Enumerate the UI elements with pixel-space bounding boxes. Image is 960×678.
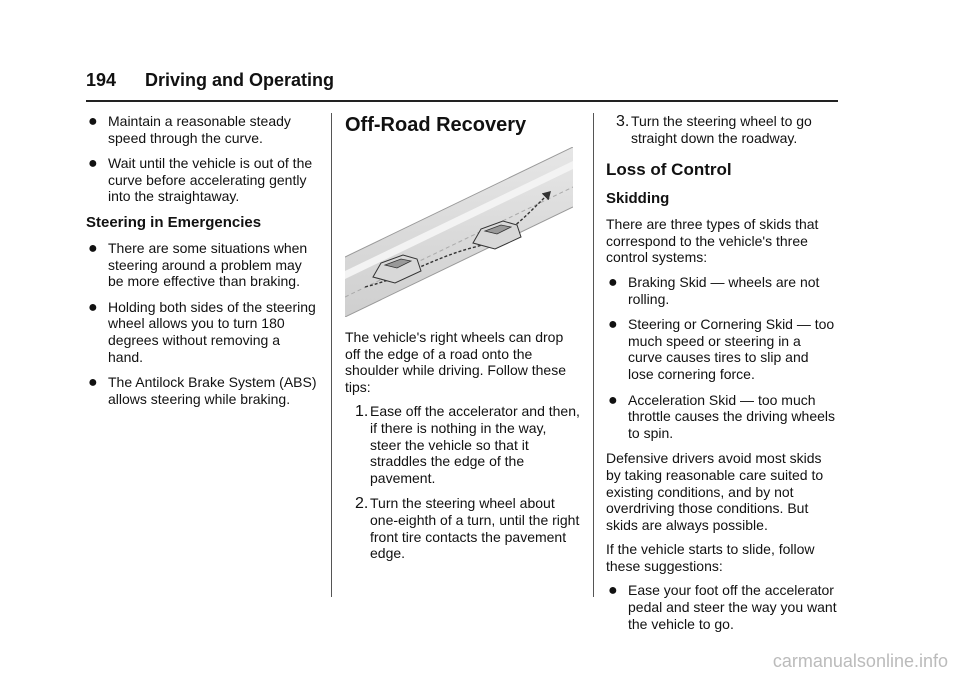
list-item-text: Steering or Cornering Skid — too much speed or steering in a curve causes tires to slip and lose cornering force. bbox=[628, 316, 835, 382]
bullet-icon: ● bbox=[88, 239, 98, 257]
paragraph: If the vehicle starts to slide, follow these suggestions: bbox=[606, 541, 815, 574]
list-item bbox=[86, 240, 318, 290]
column-1 bbox=[86, 113, 318, 416]
list-item bbox=[349, 403, 580, 486]
column-divider bbox=[331, 113, 332, 597]
bullet-icon: ● bbox=[88, 155, 98, 173]
section-heading: Off-Road Recovery bbox=[345, 114, 527, 136]
list-item-text: Ease your foot off the accelerator pedal and steer the way you want the vehicle to go. bbox=[628, 582, 837, 632]
list-item bbox=[606, 316, 838, 382]
list-item bbox=[606, 274, 838, 307]
off-road-recovery-illustration bbox=[345, 147, 573, 317]
section-heading: Steering in Emergencies bbox=[86, 213, 262, 231]
list-item bbox=[606, 392, 838, 442]
section-title: Driving and Operating bbox=[145, 70, 335, 90]
bullet-icon: ● bbox=[88, 298, 98, 316]
list-item bbox=[610, 113, 838, 146]
header-rule bbox=[86, 100, 838, 102]
list-item-text: Ease off the accelerator and then, if there is nothing in the way, steer the vehicle so that it straddles the edge of the pavement. bbox=[370, 403, 580, 486]
list-item-text: Braking Skid — wheels are not rolling. bbox=[628, 273, 820, 307]
list-number: 1. bbox=[355, 403, 369, 421]
list-item-text: Turn the steering wheel about one-eighth of a turn, until the right front tire contacts the pavement edge. bbox=[370, 495, 580, 562]
list-item bbox=[86, 113, 318, 146]
column-divider bbox=[593, 113, 594, 597]
list-item bbox=[86, 155, 318, 205]
watermark: carmanualsonline.info bbox=[772, 651, 948, 671]
list-item-text: Holding both sides of the steering wheel allows you to turn 180 degrees without removing a hand. bbox=[108, 298, 316, 365]
page-header bbox=[86, 70, 838, 100]
list-number: 3. bbox=[616, 113, 630, 130]
column-2 bbox=[345, 113, 580, 571]
bullet-icon: ● bbox=[608, 316, 618, 334]
subsection-heading: Skidding bbox=[606, 190, 670, 208]
section-heading: Loss of Control bbox=[606, 160, 732, 180]
page-number: 194 bbox=[86, 70, 117, 90]
list-item-text: Wait until the vehicle is out of the curve before accelerating gently into the straightaway. bbox=[108, 155, 313, 205]
list-item-text: The Antilock Brake System (ABS) allows steering while braking. bbox=[108, 374, 317, 407]
bullet-icon: ● bbox=[608, 582, 618, 600]
bullet-icon: ● bbox=[88, 113, 98, 130]
list-item bbox=[349, 495, 580, 561]
list-item bbox=[86, 374, 318, 407]
list-item-text: There are some situations when steering around a problem may be more effective than braking. bbox=[108, 239, 308, 290]
paragraph: The vehicle's right wheels can drop off the edge of a road onto the shoulder while driving. Follow these tips: bbox=[345, 329, 566, 395]
numbered-list bbox=[345, 403, 580, 561]
list-number: 2. bbox=[355, 495, 369, 513]
bullet-icon: ● bbox=[88, 374, 98, 392]
paragraph: There are three types of skids that correspond to the vehicle's three control systems: bbox=[606, 216, 819, 266]
list-item bbox=[86, 299, 318, 365]
bullet-icon: ● bbox=[608, 391, 618, 409]
bullet-icon: ● bbox=[608, 273, 618, 291]
column-3 bbox=[606, 113, 838, 641]
list-item bbox=[606, 582, 838, 632]
list-item-text: Maintain a reasonable steady speed through the curve. bbox=[108, 113, 291, 146]
list-item-text: Turn the steering wheel to go straight down the roadway. bbox=[631, 113, 812, 146]
list-item-text: Acceleration Skid — too much throttle causes the driving wheels to spin. bbox=[628, 391, 835, 441]
paragraph: Defensive drivers avoid most skids by taking reasonable care suited to existing conditions, and by not overdriving those conditions. But skids are always possible. bbox=[606, 450, 824, 533]
